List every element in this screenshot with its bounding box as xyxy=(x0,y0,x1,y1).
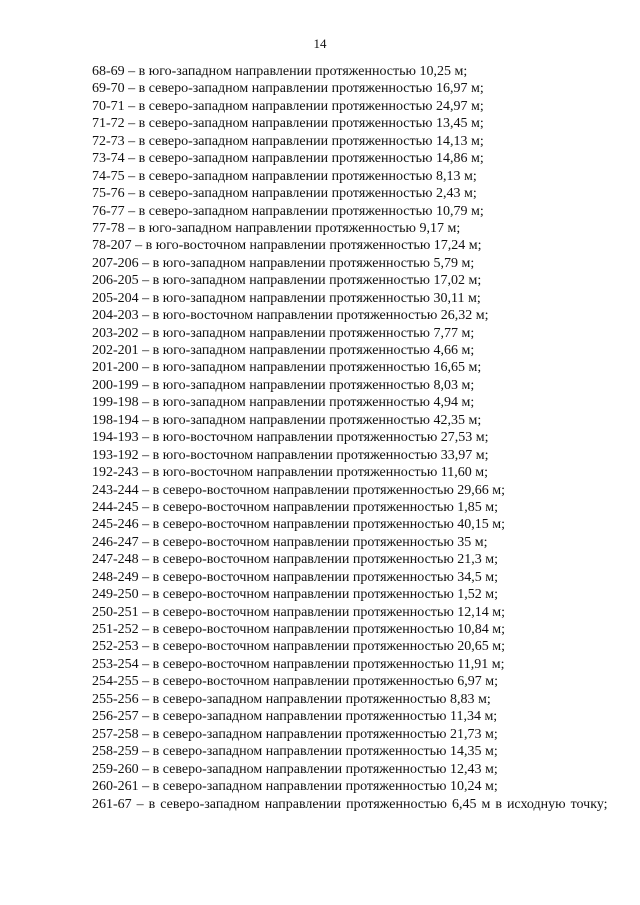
boundary-segment-line: 250-251 – в северо-восточном направлении протяженностью 12,14 м; xyxy=(92,604,506,620)
boundary-segment-line: 68-69 – в юго-западном направлении протяженностью 10,25 м; xyxy=(92,64,468,79)
boundary-segment-line: 259-260 – в северо-западном направлении протяженностью 12,43 м; xyxy=(92,761,498,777)
boundary-segment-line: 202-201 – в юго-западном направлении протяженностью 4,66 м; xyxy=(92,343,475,358)
boundary-segment-line: 69-70 – в северо-западном направлении протяженностью 16,97 м; xyxy=(92,81,484,97)
boundary-segment-line: 198-194 – в юго-западном направлении протяженностью 42,35 м; xyxy=(92,412,482,428)
boundary-segment-line: 255-256 – в северо-западном направлении протяженностью 8,83 м; xyxy=(92,691,491,707)
boundary-segment-line: 246-247 – в северо-восточном направлении протяженностью 35 м; xyxy=(92,534,488,550)
boundary-segment-line: 245-246 – в северо-восточном направлении протяженностью 40,15 м; xyxy=(92,517,506,533)
boundary-segment-line: 248-249 – в северо-восточном направлении протяженностью 34,5 м; xyxy=(92,569,499,585)
boundary-segment-line: 206-205 – в юго-западном направлении протяженностью 17,02 м; xyxy=(92,273,482,289)
boundary-segment-line: 260-261 – в северо-западном направлении протяженностью 10,24 м; xyxy=(92,778,498,794)
boundary-segment-line: 203-202 – в юго-западном направлении протяженностью 7,77 м; xyxy=(92,325,475,341)
boundary-segment-line: 254-255 – в северо-восточном направлении протяженностью 6,97 м; xyxy=(92,674,499,690)
boundary-segment-list xyxy=(61,63,615,795)
boundary-segment-line: 256-257 – в северо-западном направлении протяженностью 11,34 м; xyxy=(92,709,498,725)
boundary-segment-line: 78-207 – в юго-восточном направлении протяженностью 17,24 м; xyxy=(92,238,482,254)
boundary-segment-line: 74-75 – в северо-западном направлении протяженностью 8,13 м; xyxy=(92,168,477,184)
boundary-segment-line: 194-193 – в юго-восточном направлении протяженностью 27,53 м; xyxy=(92,430,489,446)
boundary-segment-line: 193-192 – в юго-восточном направлении протяженностью 33,97 м; xyxy=(92,447,489,463)
boundary-segment-line: 70-71 – в северо-западном направлении протяженностью 24,97 м; xyxy=(92,98,484,114)
page-number: 14 xyxy=(313,36,327,51)
boundary-segment-line: 252-253 – в северо-восточном направлении протяженностью 20,65 м; xyxy=(92,639,506,655)
boundary-segment-line: 72-73 – в северо-западном направлении протяженностью 14,13 м; xyxy=(92,133,484,149)
boundary-segment-line: 247-248 – в северо-восточном направлении протяженностью 21,3 м; xyxy=(92,552,499,568)
boundary-segment-line: 257-258 – в северо-западном направлении протяженностью 21,73 м; xyxy=(92,726,498,742)
boundary-segment-line: 199-198 – в юго-западном направлении протяженностью 4,94 м; xyxy=(92,395,475,411)
boundary-segment-line: 258-259 – в северо-западном направлении протяженностью 14,35 м; xyxy=(92,744,498,760)
boundary-segment-line: 253-254 – в северо-восточном направлении протяженностью 11,91 м; xyxy=(92,656,505,672)
boundary-segment-line: 201-200 – в юго-западном направлении протяженностью 16,65 м; xyxy=(92,360,482,376)
boundary-segment-line: 71-72 – в северо-западном направлении протяженностью 13,45 м; xyxy=(92,116,484,132)
boundary-segment-line: 76-77 – в северо-западном направлении протяженностью 10,79 м; xyxy=(92,203,484,219)
boundary-segment-line: 73-74 – в северо-западном направлении протяженностью 14,86 м; xyxy=(92,151,484,167)
boundary-segment-line: 205-204 – в юго-западном направлении протяженностью 30,11 м; xyxy=(92,290,481,306)
document-body xyxy=(61,63,615,814)
final-boundary-segment: 261-67 – в северо-западном направлении протяженностью 6,45 м в исходную точку; xyxy=(92,797,608,813)
boundary-segment-line: 192-243 – в юго-восточном направлении протяженностью 11,60 м; xyxy=(92,465,489,481)
boundary-segment-line: 243-244 – в северо-восточном направлении протяженностью 29,66 м; xyxy=(92,482,506,498)
boundary-segment-line: 204-203 – в юго-восточном направлении протяженностью 26,32 м; xyxy=(92,308,489,324)
boundary-segment-line: 244-245 – в северо-восточном направлении протяженностью 1,85 м; xyxy=(92,499,499,515)
boundary-segment-line: 249-250 – в северо-восточном направлении протяженностью 1,52 м; xyxy=(92,587,499,603)
boundary-segment-line: 200-199 – в юго-западном направлении протяженностью 8,03 м; xyxy=(92,377,475,393)
boundary-segment-line: 75-76 – в северо-западном направлении протяженностью 2,43 м; xyxy=(92,186,477,202)
boundary-segment-line: 251-252 – в северо-восточном направлении протяженностью 10,84 м; xyxy=(92,622,506,637)
boundary-segment-line: 207-206 – в юго-западном направлении протяженностью 5,79 м; xyxy=(92,255,475,271)
boundary-segment-line: 77-78 – в юго-западном направлении протяженностью 9,17 м; xyxy=(92,220,461,236)
